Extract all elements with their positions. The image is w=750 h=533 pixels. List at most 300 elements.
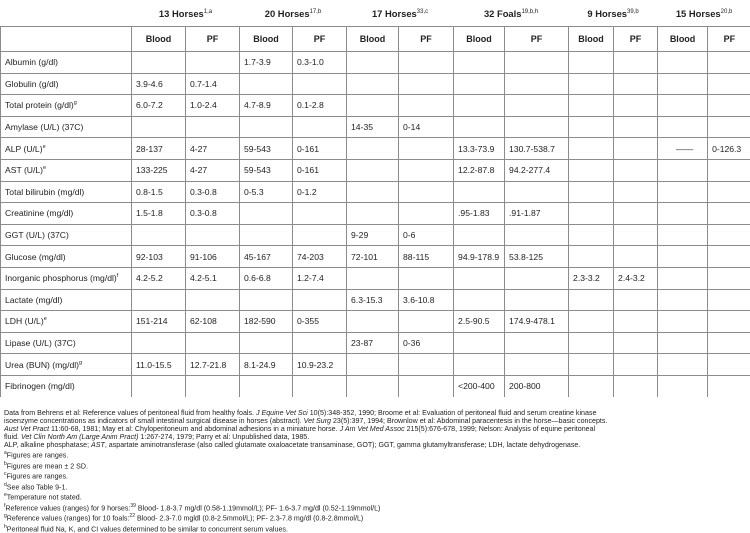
table-cell: [399, 138, 454, 160]
table-cell: 0.3-1.0: [293, 52, 347, 74]
table-row: [1, 354, 750, 376]
table-cell: [505, 289, 569, 311]
table-cell: [505, 52, 569, 74]
table-footnotes: [4, 409, 748, 533]
table-cell: 0-6: [399, 224, 454, 246]
table-cell: [347, 203, 399, 225]
table-cell: [347, 311, 399, 333]
table-cell: 2.4-3.2: [614, 267, 658, 289]
footnote-text: Figures are ranges.: [7, 452, 69, 460]
blood-column-header: Blood: [240, 27, 293, 52]
table-cell: [658, 246, 708, 268]
table-cell: [505, 224, 569, 246]
citation-text: ALP, alkaline phosphatase;: [4, 441, 91, 449]
group-header: [569, 0, 658, 27]
table-cell: 182-590: [240, 311, 293, 333]
table-cell: [505, 332, 569, 354]
row-label: [1, 52, 132, 74]
table-cell: 1.0-2.4: [186, 95, 240, 117]
table-cell: [240, 375, 293, 396]
row-label: [1, 289, 132, 311]
table-cell: 94.9-178.9: [454, 246, 505, 268]
table-cell: [454, 95, 505, 117]
footnote-mark: h: [4, 524, 7, 530]
footnote-text: Reference values (ranges) for 9 horses:: [5, 504, 130, 512]
footnote-detail: Blood- 1.8-3.7 mg/dl (0.58-1.19mmol/L); PF- 1.6-3.7 mg/dl (0.52-1.19mmol/L): [136, 504, 380, 512]
table-cell: [399, 267, 454, 289]
table-cell: [132, 116, 186, 138]
group-header: [658, 0, 750, 27]
row-label: [1, 181, 132, 203]
table-cell: 92-103: [132, 246, 186, 268]
table-row: [1, 73, 750, 95]
table-cell: [186, 289, 240, 311]
group-label: 15 Horses: [676, 8, 721, 19]
table-cell: [614, 289, 658, 311]
table-cell: [708, 332, 750, 354]
blood-column-header: Blood: [132, 27, 186, 52]
citation-line: [4, 433, 748, 441]
table-cell: [614, 52, 658, 74]
table-cell: [399, 311, 454, 333]
table-cell: 1.2-7.4: [293, 267, 347, 289]
table-cell: [569, 203, 614, 225]
footnote-text: Figures are mean ± 2 SD.: [7, 462, 88, 470]
pf-column-header: PF: [614, 27, 658, 52]
table-row: [1, 311, 750, 333]
table-cell: 133-225: [132, 159, 186, 181]
group-label: 13 Horses: [159, 8, 204, 19]
table-cell: 6.3-15.3: [347, 289, 399, 311]
citation-text: 10(5):348-352, 1990; Broome et al: Evaluation of peritoneal fluid and serum creatine kinase: [308, 409, 597, 417]
citation-text: , aspartate aminotransferase (also called glutamate oxaloacetate transaminase, GOT); GGT, gamma glutamyltransferase; LDH, lactate dehydrogenase.: [105, 441, 581, 449]
table-cell: [569, 95, 614, 117]
table-cell: [658, 116, 708, 138]
citation-journal: Aust Vet Pract: [4, 425, 49, 433]
citation-line: [4, 417, 748, 425]
footnote-ref: 39: [130, 503, 136, 509]
row-label: [1, 73, 132, 95]
row-label-text: Total bilirubin (mg/dl): [5, 187, 84, 197]
table-cell: 0-355: [293, 311, 347, 333]
table-cell: [614, 159, 658, 181]
row-label-footnote-mark: e: [43, 144, 46, 150]
footnote: [4, 449, 748, 459]
footnote: [4, 523, 748, 533]
row-label: [1, 375, 132, 396]
table-cell: .91-1.87: [505, 203, 569, 225]
table-cell: 1.5-1.8: [132, 203, 186, 225]
group-ref: 39,b: [627, 8, 639, 14]
table-cell: [399, 52, 454, 74]
table-cell: [240, 73, 293, 95]
citation-line: [4, 425, 748, 433]
table-cell: [240, 224, 293, 246]
table-cell: 4.2-5.2: [132, 267, 186, 289]
citation-text: 1:267-274, 1979; Parry et al: Unpublished data, 1985.: [138, 433, 309, 441]
table-cell: [347, 267, 399, 289]
footnote-mark: a: [4, 450, 7, 456]
table-cell: [708, 116, 750, 138]
table-cell: 3.6-10.8: [399, 289, 454, 311]
table-cell: [293, 203, 347, 225]
table-cell: 174.9-478.1: [505, 311, 569, 333]
footnote: [4, 512, 748, 522]
table-cell: [186, 375, 240, 396]
group-header: [347, 0, 454, 27]
table-cell: [454, 116, 505, 138]
table-cell: [293, 116, 347, 138]
table-cell: 0-161: [293, 159, 347, 181]
table-cell: 0.3-0.8: [186, 203, 240, 225]
row-label-text: ALP (U/L): [5, 144, 43, 154]
table-cell: 0-14: [399, 116, 454, 138]
row-label-text: Fibrinogen (mg/dl): [5, 381, 75, 391]
citation-line: [4, 409, 748, 417]
table-cell: [569, 375, 614, 396]
table-row: [1, 375, 750, 396]
table-cell: [347, 354, 399, 376]
table-cell: 23-87: [347, 332, 399, 354]
table-cell: 3.9-4.6: [132, 73, 186, 95]
footnote-mark: f: [4, 503, 5, 509]
table-cell: [614, 95, 658, 117]
citation-journal: J Am Vet Med Assoc: [340, 425, 405, 433]
table-cell: [569, 181, 614, 203]
row-label-footnote-mark: g: [79, 360, 82, 366]
table-cell: [505, 95, 569, 117]
table-cell: [505, 181, 569, 203]
table-cell: 4.7-8.9: [240, 95, 293, 117]
table-cell: [454, 224, 505, 246]
table-cell: [399, 203, 454, 225]
table-cell: [658, 224, 708, 246]
table-cell: 0-1.2: [293, 181, 347, 203]
table-cell: 45-167: [240, 246, 293, 268]
table-row: [1, 246, 750, 268]
citation-journal: AST: [91, 441, 105, 449]
table-cell: 130.7-538.7: [505, 138, 569, 160]
table-cell: 59-543: [240, 159, 293, 181]
footnote-mark: d: [4, 482, 7, 488]
table-cell: [347, 138, 399, 160]
table-cell: 6.0-7.2: [132, 95, 186, 117]
table-cell: [708, 375, 750, 396]
row-label-text: Amylase (U/L) (37C): [5, 122, 83, 132]
table-cell: [347, 181, 399, 203]
table-row: [1, 332, 750, 354]
table-cell: [708, 73, 750, 95]
table-cell: [569, 289, 614, 311]
citation-text: 23(5):397, 1994; Brownlow et al: Abdominal paracentesis in the horse—basic concepts.: [331, 417, 607, 425]
row-label-text: AST (U/L): [5, 165, 43, 175]
table-cell: [658, 95, 708, 117]
row-label: [1, 138, 132, 160]
table-cell: [614, 181, 658, 203]
table-cell: 4-27: [186, 138, 240, 160]
table-cell: [240, 332, 293, 354]
table-cell: [614, 246, 658, 268]
table-cell: [614, 138, 658, 160]
blood-column-header: Blood: [569, 27, 614, 52]
footnote-ref: 22: [129, 513, 135, 519]
table-cell: [399, 354, 454, 376]
table-cell: [347, 95, 399, 117]
group-ref: 20,b: [721, 8, 733, 14]
table-row: [1, 95, 750, 117]
table-cell: [569, 224, 614, 246]
table-cell: [569, 52, 614, 74]
table-cell: [708, 52, 750, 74]
table-cell: 1.7-3.9: [240, 52, 293, 74]
table-cell: [454, 354, 505, 376]
pf-column-header: PF: [708, 27, 750, 52]
table-cell: 59-543: [240, 138, 293, 160]
row-label-footnote-mark: f: [117, 273, 119, 279]
table-cell: [658, 289, 708, 311]
table-cell: [399, 95, 454, 117]
table-cell: 0-5.3: [240, 181, 293, 203]
group-ref: 1,a: [204, 8, 212, 14]
group-header: [240, 0, 347, 27]
table-cell: [708, 95, 750, 117]
table-cell: 94.2-277.4: [505, 159, 569, 181]
row-label: [1, 332, 132, 354]
row-label: [1, 354, 132, 376]
table-cell: 88-115: [399, 246, 454, 268]
pf-column-header: PF: [505, 27, 569, 52]
blood-column-header: Blood: [658, 27, 708, 52]
table-cell: 4-27: [186, 159, 240, 181]
table-cell: [658, 73, 708, 95]
footnote: [4, 460, 748, 470]
row-label-footnote-mark: g: [74, 101, 77, 107]
table-cell: 0-126.3: [708, 138, 750, 160]
footnote-detail: Blood- 2.3-7.0 mgldl (0.8-2.5mmol/L); PF- 2.3-7.8 mg/dl (0.8-2.8mmol/L): [135, 515, 363, 523]
table-cell: [293, 289, 347, 311]
table-cell: 0.3-0.8: [186, 181, 240, 203]
row-label-footnote-mark: e: [43, 165, 46, 171]
table-cell: [505, 116, 569, 138]
group-header-row: [1, 0, 750, 27]
footnote-mark: c: [4, 471, 7, 477]
table-cell: [569, 116, 614, 138]
table-cell: 151-214: [132, 311, 186, 333]
citation-journal: J Equine Vet Sci: [256, 409, 308, 417]
row-label: [1, 311, 132, 333]
table-cell: [505, 267, 569, 289]
table-cell: 4.2-5.1: [186, 267, 240, 289]
table-cell: [347, 159, 399, 181]
table-cell: [658, 203, 708, 225]
table-cell: [658, 375, 708, 396]
footnote-text: Temperature not stated.: [7, 494, 82, 502]
table-cell: [708, 289, 750, 311]
group-ref: 33,c: [417, 8, 428, 14]
table-cell: 74-203: [293, 246, 347, 268]
row-label-text: Inorganic phosphorus (mg/dl): [5, 273, 117, 283]
citation-text: 11:60-68, 1981; May et al: Chyloperitoneum and abdominal adhesions in a miniature horse.: [49, 425, 340, 433]
footnote-text: Peritoneal fluid Na, K, and CI values determined to be similar to concurrent serum values.: [7, 525, 288, 533]
table-cell: 13.3-73.9: [454, 138, 505, 160]
table-cell: [293, 332, 347, 354]
group-label: 17 Horses: [372, 8, 417, 19]
table-cell: [569, 246, 614, 268]
footnote-text: Reference values (ranges) for 10 foals:: [7, 515, 130, 523]
row-label-text: Total protein (g/dl): [5, 100, 74, 110]
table-cell: 0-161: [293, 138, 347, 160]
footnote: [4, 481, 748, 491]
row-label-text: Lipase (U/L) (37C): [5, 338, 76, 348]
row-label-text: Globulin (g/dl): [5, 79, 59, 89]
row-label-text: Lactate (mg/dl): [5, 295, 62, 305]
table-cell: [454, 289, 505, 311]
table-row: [1, 159, 750, 181]
table-cell: [569, 159, 614, 181]
table-cell: 0-36: [399, 332, 454, 354]
table-cell: 12.2-87.8: [454, 159, 505, 181]
table-cell: [658, 354, 708, 376]
table-cell: 12.7-21.8: [186, 354, 240, 376]
table-cell: [614, 311, 658, 333]
row-label-footnote-mark: e: [44, 317, 47, 323]
table-cell: [293, 73, 347, 95]
table-cell: 62-108: [186, 311, 240, 333]
table-row: [1, 116, 750, 138]
table-cell: [614, 116, 658, 138]
group-label: 32 Foals: [484, 8, 522, 19]
table-cell: [132, 332, 186, 354]
corner-cell: [1, 27, 132, 52]
table-cell: [347, 375, 399, 396]
table-cell: [658, 311, 708, 333]
row-label: [1, 246, 132, 268]
row-label-text: LDH (U/L): [5, 316, 44, 326]
citation-journal: Vet Surg: [304, 417, 331, 425]
table-cell: [708, 159, 750, 181]
table-cell: 0.7-1.4: [186, 73, 240, 95]
table-cell: [658, 159, 708, 181]
table-cell: [240, 116, 293, 138]
table-cell: [454, 332, 505, 354]
table-cell: [399, 159, 454, 181]
table-cell: [708, 311, 750, 333]
table-cell: [505, 73, 569, 95]
table-cell: [658, 181, 708, 203]
table-cell: 8.1-24.9: [240, 354, 293, 376]
table-cell: [569, 354, 614, 376]
table-cell: [132, 289, 186, 311]
citation-journal: Vet Clin North Am (Large Anim Pract): [21, 433, 138, 441]
blood-column-header: Blood: [347, 27, 399, 52]
table-cell: 200-800: [505, 375, 569, 396]
row-label-text: Glucose (mg/dl): [5, 252, 66, 262]
table-cell: 11.0-15.5: [132, 354, 186, 376]
table-cell: [658, 52, 708, 74]
table-cell: [186, 52, 240, 74]
table-row: [1, 138, 750, 160]
table-cell: 14-35: [347, 116, 399, 138]
table-cell: [708, 224, 750, 246]
pf-column-header: PF: [399, 27, 454, 52]
citation-text: Data from Behrens et al: Reference values of peritoneal fluid from healthy foals.: [4, 409, 256, 417]
table-cell: <200-400: [454, 375, 505, 396]
table-cell: 9-29: [347, 224, 399, 246]
table-cell: [132, 52, 186, 74]
table-cell: [293, 375, 347, 396]
table-cell: 0.1-2.8: [293, 95, 347, 117]
footnote-text: See also Table 9-1.: [7, 483, 68, 491]
table-cell: [614, 375, 658, 396]
table-row: [1, 224, 750, 246]
row-label: [1, 224, 132, 246]
footnote-text: Figures are ranges.: [7, 473, 69, 481]
footnote: [4, 502, 748, 512]
table-row: [1, 181, 750, 203]
row-label: [1, 267, 132, 289]
row-label: [1, 203, 132, 225]
table-cell: [186, 224, 240, 246]
blood-column-header: Blood: [454, 27, 505, 52]
footnote-mark: e: [4, 492, 7, 498]
group-label: 20 Horses: [265, 8, 310, 19]
group-header: [132, 0, 240, 27]
table-cell: 91-106: [186, 246, 240, 268]
footnote-mark: b: [4, 461, 7, 467]
group-header: [454, 0, 569, 27]
table-cell: [186, 332, 240, 354]
table-cell: [708, 246, 750, 268]
citation-text: fluid.: [4, 433, 21, 441]
row-label-text: GGT (U/L) (37C): [5, 230, 69, 240]
table-body: [1, 52, 750, 397]
table-cell: [569, 332, 614, 354]
table-cell: 28-137: [132, 138, 186, 160]
table-cell: [293, 224, 347, 246]
group-ref: 19,b,h: [521, 8, 538, 14]
table-cell: 0.8-1.5: [132, 181, 186, 203]
table-cell: 10.9-23.2: [293, 354, 347, 376]
table-row: [1, 289, 750, 311]
table-cell: [614, 354, 658, 376]
table-cell: [186, 116, 240, 138]
footnote-mark: g: [4, 513, 7, 519]
table-row: [1, 52, 750, 74]
table-cell: [614, 224, 658, 246]
table-cell: [132, 224, 186, 246]
group-ref: 17,b: [310, 8, 322, 14]
footnote-list: [4, 449, 748, 533]
table-cell: [569, 73, 614, 95]
table-cell: [569, 311, 614, 333]
footnote: [4, 470, 748, 480]
source-citation: [4, 409, 748, 449]
table-cell: [454, 52, 505, 74]
table-row: [1, 267, 750, 289]
row-label: [1, 95, 132, 117]
table-cell: [454, 181, 505, 203]
row-label-text: Albumin (g/dl): [5, 57, 58, 67]
table-cell: [708, 267, 750, 289]
table-cell: 2.3-3.2: [569, 267, 614, 289]
table-cell: [708, 181, 750, 203]
table-cell: [569, 138, 614, 160]
table-cell: [347, 73, 399, 95]
table-cell: [505, 354, 569, 376]
group-label: 9 Horses: [587, 8, 627, 19]
table-cell: [614, 332, 658, 354]
table-cell: 0.6-6.8: [240, 267, 293, 289]
